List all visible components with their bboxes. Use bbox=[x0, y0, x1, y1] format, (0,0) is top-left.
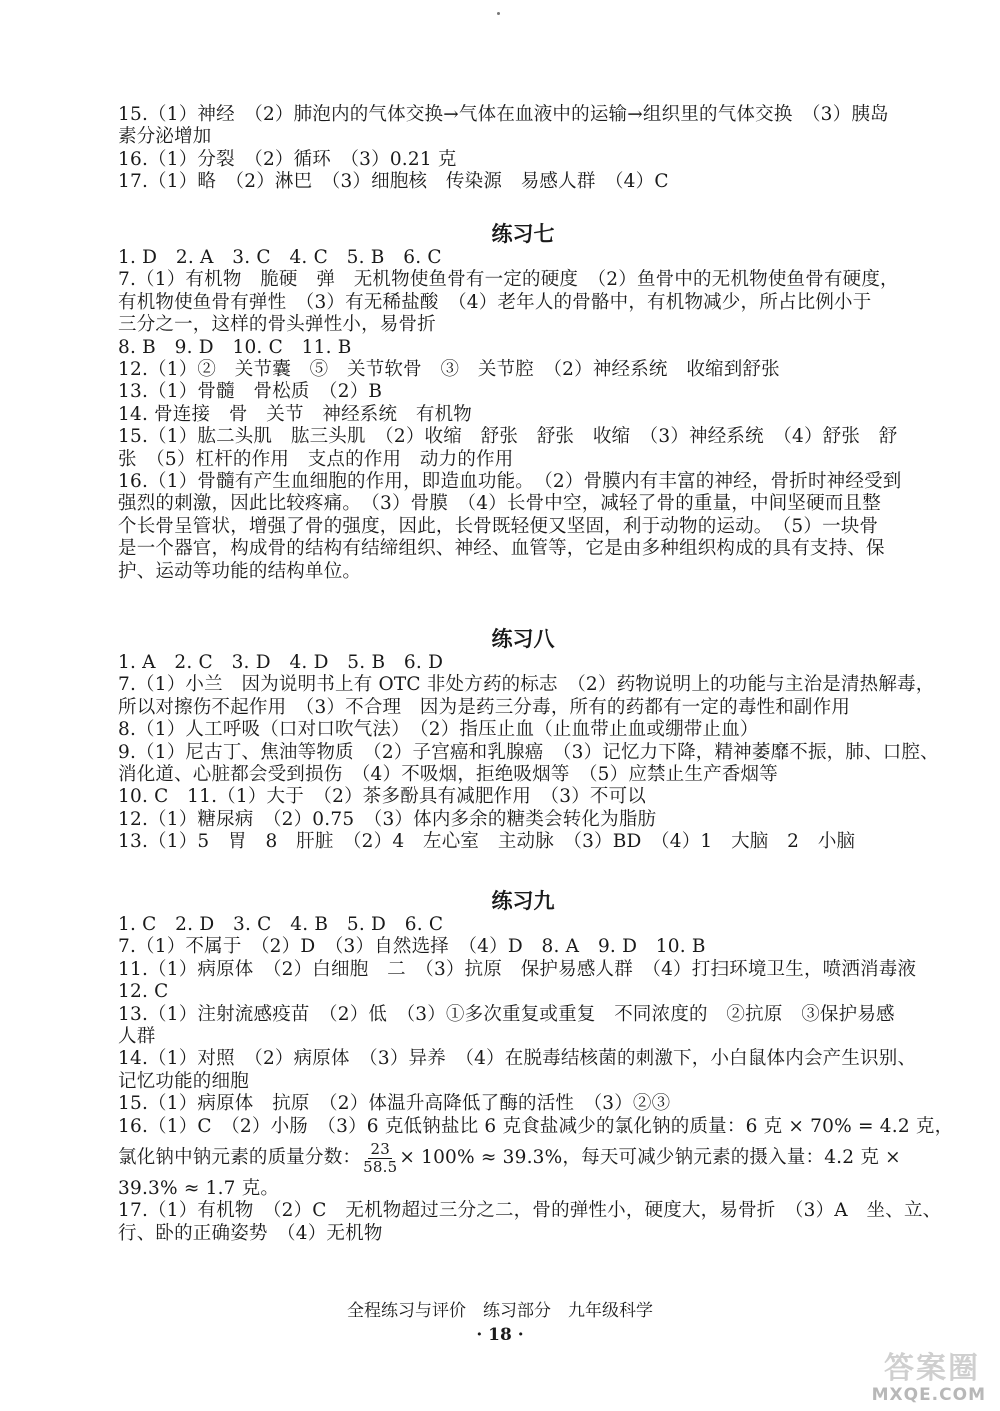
answer-line: 有机物使鱼骨有弹性 （3）有无稀盐酸 （4）老年人的骨骼中，有机物减少，所占比例小于 bbox=[118, 291, 872, 313]
answer-line: 7.（1）小兰 因为说明书上有 OTC 非处方药的标志 （2）药物说明上的功能与主治是清热解毒， bbox=[118, 674, 935, 696]
fraction bbox=[363, 1141, 397, 1176]
answer-line: 17.（1）略 （2）淋巴 （3）细胞核 传染源 易感人群 （4）C bbox=[118, 171, 669, 193]
scan-dot bbox=[497, 12, 500, 15]
answer-line: 8.（1）人工呼吸（口对口吹气法） （2）指压止血（止血带止血或绷带止血） bbox=[118, 719, 759, 741]
answer-line: 12.（1）② 关节囊 ⑤ 关节软骨 ③ 关节腔 （2）神经系统 收缩到舒张 bbox=[118, 359, 780, 381]
formula-line bbox=[118, 1138, 928, 1178]
answer-line: 护、运动等功能的结构单位。 bbox=[118, 560, 362, 582]
answer-line: 12. C bbox=[118, 981, 169, 1003]
section-exercise-9 bbox=[118, 888, 954, 1245]
footer-page-number: · 18 · bbox=[476, 1325, 524, 1345]
answer-line: 13.（1）骨髓 骨松质 （2）B bbox=[118, 381, 383, 403]
watermark-logo: 答案圈 bbox=[884, 1351, 980, 1386]
answer-line: 张 （5）杠杆的作用 支点的作用 动力的作用 bbox=[118, 448, 514, 470]
answer-line: 9.（1）尼古丁、焦油等物质 （2）子宫癌和乳腺癌 （3）记忆力下降，精神萎靡不振，肺、口腔、 bbox=[118, 741, 939, 763]
answer-line: 行、卧的正确姿势 （4）无机物 bbox=[118, 1222, 383, 1244]
answer-line: 7.（1）不属于 （2）D （3）自然选择 （4）D 8. A 9. D 10. B bbox=[118, 936, 706, 958]
section-continuation bbox=[118, 104, 889, 194]
answer-line: 所以对擦伤不起作用 （3）不合理 因为是药三分毒，所有的药都有一定的毒性和副作用 bbox=[118, 696, 851, 718]
answer-line: 16.（1）C （2）小肠 （3）6 克低钠盐比 6 克食盐减少的氯化钠的质量：6 克 × 70% = 4.2 克， bbox=[118, 1115, 954, 1137]
answer-line: 素分泌增加 bbox=[118, 126, 212, 148]
answer-line: 个长骨呈管状，增强了骨的强度，因此，长骨既轻便又坚固，利于动物的运动。 （5）一块骨 bbox=[118, 515, 879, 537]
fraction-numerator: 23 bbox=[370, 1139, 390, 1158]
answer-line: 1. A 2. C 3. D 4. D 5. B 6. D bbox=[118, 652, 444, 673]
section-title: 练习八 bbox=[491, 627, 555, 651]
answer-line: 39.3% ≈ 1.7 克。 bbox=[118, 1178, 280, 1200]
answer-line: 三分之一，这样的骨头弹性小，易骨折 bbox=[118, 314, 436, 336]
section-exercise-8 bbox=[118, 626, 939, 854]
answer-line: 1. C 2. D 3. C 4. B 5. D 6. C bbox=[118, 914, 444, 935]
answer-line: 记忆功能的细胞 bbox=[118, 1070, 249, 1092]
answer-line: 15.（1）病原体 抗原 （2）体温升高降低了酶的活性 （3）②③ bbox=[118, 1093, 671, 1115]
answer-line: 14. 骨连接 骨 关节 神经系统 有机物 bbox=[118, 403, 473, 425]
answer-line: 7.（1）有机物 脆硬 弹 无机物使鱼骨有一定的硬度 （2）鱼骨中的无机物使鱼骨有硬度， bbox=[118, 269, 899, 291]
answer-line: 14.（1）对照 （2）病原体 （3）异养 （4）在脱毒结核菌的刺激下，小白鼠体内会产生识别、 bbox=[118, 1048, 917, 1070]
answer-line: 13.（1）注射流感疫苗 （2）低 （3）①多次重复或重复 不同浓度的 ②抗原 ③保护易感 bbox=[118, 1003, 895, 1025]
answer-line: 17.（1）有机物 （2）C 无机物超过三分之二，骨的弹性小，硬度大，易骨折 （3）A 坐、立、 bbox=[118, 1200, 942, 1222]
answer-line: 15.（1）肱二头肌 肱三头肌 （2）收缩 舒张 舒张 收缩 （3）神经系统 （4）舒张 舒 bbox=[118, 426, 898, 448]
answer-line: 12.（1）糖尿病 （2）0.75 （3）体内多余的糖类会转化为脂肪 bbox=[118, 808, 657, 830]
answer-line: 强烈的刺激，因此比较疼痛。 （3）骨膜 （4）长骨中空，减轻了骨的重量，中间坚硬而且整 bbox=[118, 493, 881, 515]
answer-line: 1. D 2. A 3. C 4. C 5. B 6. C bbox=[118, 247, 442, 268]
fraction-denominator: 58.5 bbox=[363, 1157, 398, 1176]
watermark-url: MXQE.COM bbox=[871, 1385, 986, 1405]
formula-suffix: × 100% ≈ 39.3%，每天可减少钠元素的摄入量：4.2 克 × bbox=[399, 1146, 901, 1168]
answer-line: 16.（1）分裂 （2）循环 （3）0.21 克 bbox=[118, 148, 457, 170]
answer-line: 15.（1）神经 （2）肺泡内的气体交换→气体在血液中的运输→组织里的气体交换 （3）胰岛 bbox=[118, 104, 889, 125]
answer-line: 8. B 9. D 10. C 11. B bbox=[118, 336, 352, 358]
footer-book-title: 全程练习与评价 练习部分 九年级科学 bbox=[347, 1301, 653, 1321]
watermark bbox=[836, 1343, 986, 1405]
answer-line: 16.（1）骨髓有产生血细胞的作用，即造血功能。 （2）骨膜内有丰富的神经，骨折时神经受到 bbox=[118, 471, 902, 493]
answer-line: 13.（1）5 胃 8 肝脏 （2）4 左心室 主动脉 （3）BD （4）1 大脑 2 小脑 bbox=[118, 831, 856, 853]
section-exercise-7 bbox=[118, 221, 928, 583]
answer-line: 11.（1）病原体 （2）白细胞 二 （3）抗原 保护易感人群 （4）打扫环境卫生，喷洒消毒液 bbox=[118, 958, 917, 980]
answer-line: 10. C 11.（1）大于 （2）茶多酚具有减肥作用 （3）不可以 bbox=[118, 786, 646, 808]
section-title: 练习九 bbox=[491, 889, 555, 913]
answer-line: 人群 bbox=[118, 1026, 156, 1048]
formula-prefix: 氯化钠中钠元素的质量分数： bbox=[118, 1146, 362, 1168]
answer-line: 消化道、心脏都会受到损伤 （4）不吸烟，拒绝吸烟等 （5）应禁止生产香烟等 bbox=[118, 764, 778, 786]
section-title: 练习七 bbox=[491, 222, 555, 246]
answer-line: 是一个器官，构成骨的结构有结缔组织、神经、血管等，它是由多种组织构成的具有支持、保 bbox=[118, 538, 885, 560]
